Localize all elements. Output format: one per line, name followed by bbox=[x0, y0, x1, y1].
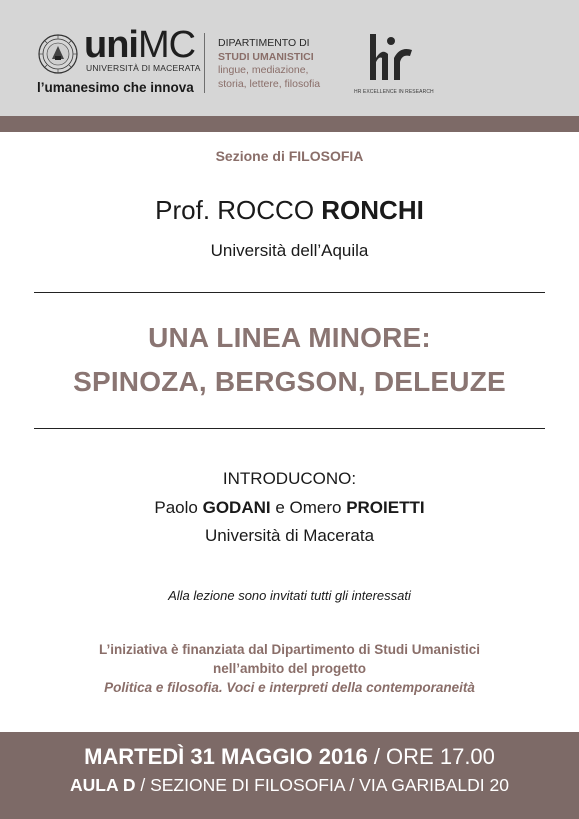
introducers-heading: INTRODUCONO: bbox=[222, 469, 357, 488]
lecture-title-line-1: UNA LINEA MINORE: bbox=[148, 322, 431, 353]
funding-line-1: L’iniziativa è finanziata dal Dipartimento di Studi Umanistici bbox=[98, 642, 481, 657]
department-block bbox=[218, 37, 348, 91]
section-title: Sezione di FILOSOFIA bbox=[215, 148, 364, 164]
department-line-2: storia, lettere, filosofia bbox=[218, 77, 321, 90]
invite-text: Alla lezione sono invitati tutti gli interessati bbox=[168, 588, 411, 603]
header-divider bbox=[204, 33, 205, 93]
university-seal-icon bbox=[38, 34, 78, 74]
header bbox=[0, 0, 579, 116]
tagline: l’umanesimo che innova bbox=[37, 80, 194, 95]
unimc-logo: uniMC bbox=[84, 24, 196, 66]
department-label: DIPARTIMENTO DI bbox=[218, 37, 310, 49]
hr-excellence-logo-icon bbox=[366, 32, 418, 82]
event-location: AULA D / SEZIONE DI FILOSOFIA / VIA GARIBALDI 20 bbox=[70, 775, 509, 795]
introducers-affiliation: Università di Macerata bbox=[204, 526, 375, 545]
speaker-name: Prof. ROCCO RONCHI bbox=[155, 195, 424, 225]
speaker-affiliation: Università dell’Aquila bbox=[210, 241, 369, 260]
funding-line-2: nell’ambito del progetto bbox=[212, 661, 366, 676]
university-name: UNIVERSITÀ DI MACERATA bbox=[86, 63, 201, 73]
department-name: STUDI UMANISTICI bbox=[218, 50, 314, 63]
event-date-time: MARTEDÌ 31 MAGGIO 2016 / ORE 17.00 bbox=[84, 744, 495, 769]
divider-top bbox=[34, 292, 545, 293]
department-line-1: lingue, mediazione, bbox=[218, 64, 309, 76]
funding-project-title: Politica e filosofia. Voci e interpreti della contemporaneità bbox=[104, 680, 475, 695]
footer-band bbox=[0, 732, 579, 819]
hr-caption: HR EXCELLENCE IN RESEARCH bbox=[354, 89, 434, 95]
header-color-band bbox=[0, 116, 579, 132]
introducers-names: Paolo GODANI e Omero PROIETTI bbox=[154, 498, 425, 517]
lecture-title-line-2: SPINOZA, BERGSON, DELEUZE bbox=[73, 366, 506, 397]
divider-bottom bbox=[34, 428, 545, 429]
